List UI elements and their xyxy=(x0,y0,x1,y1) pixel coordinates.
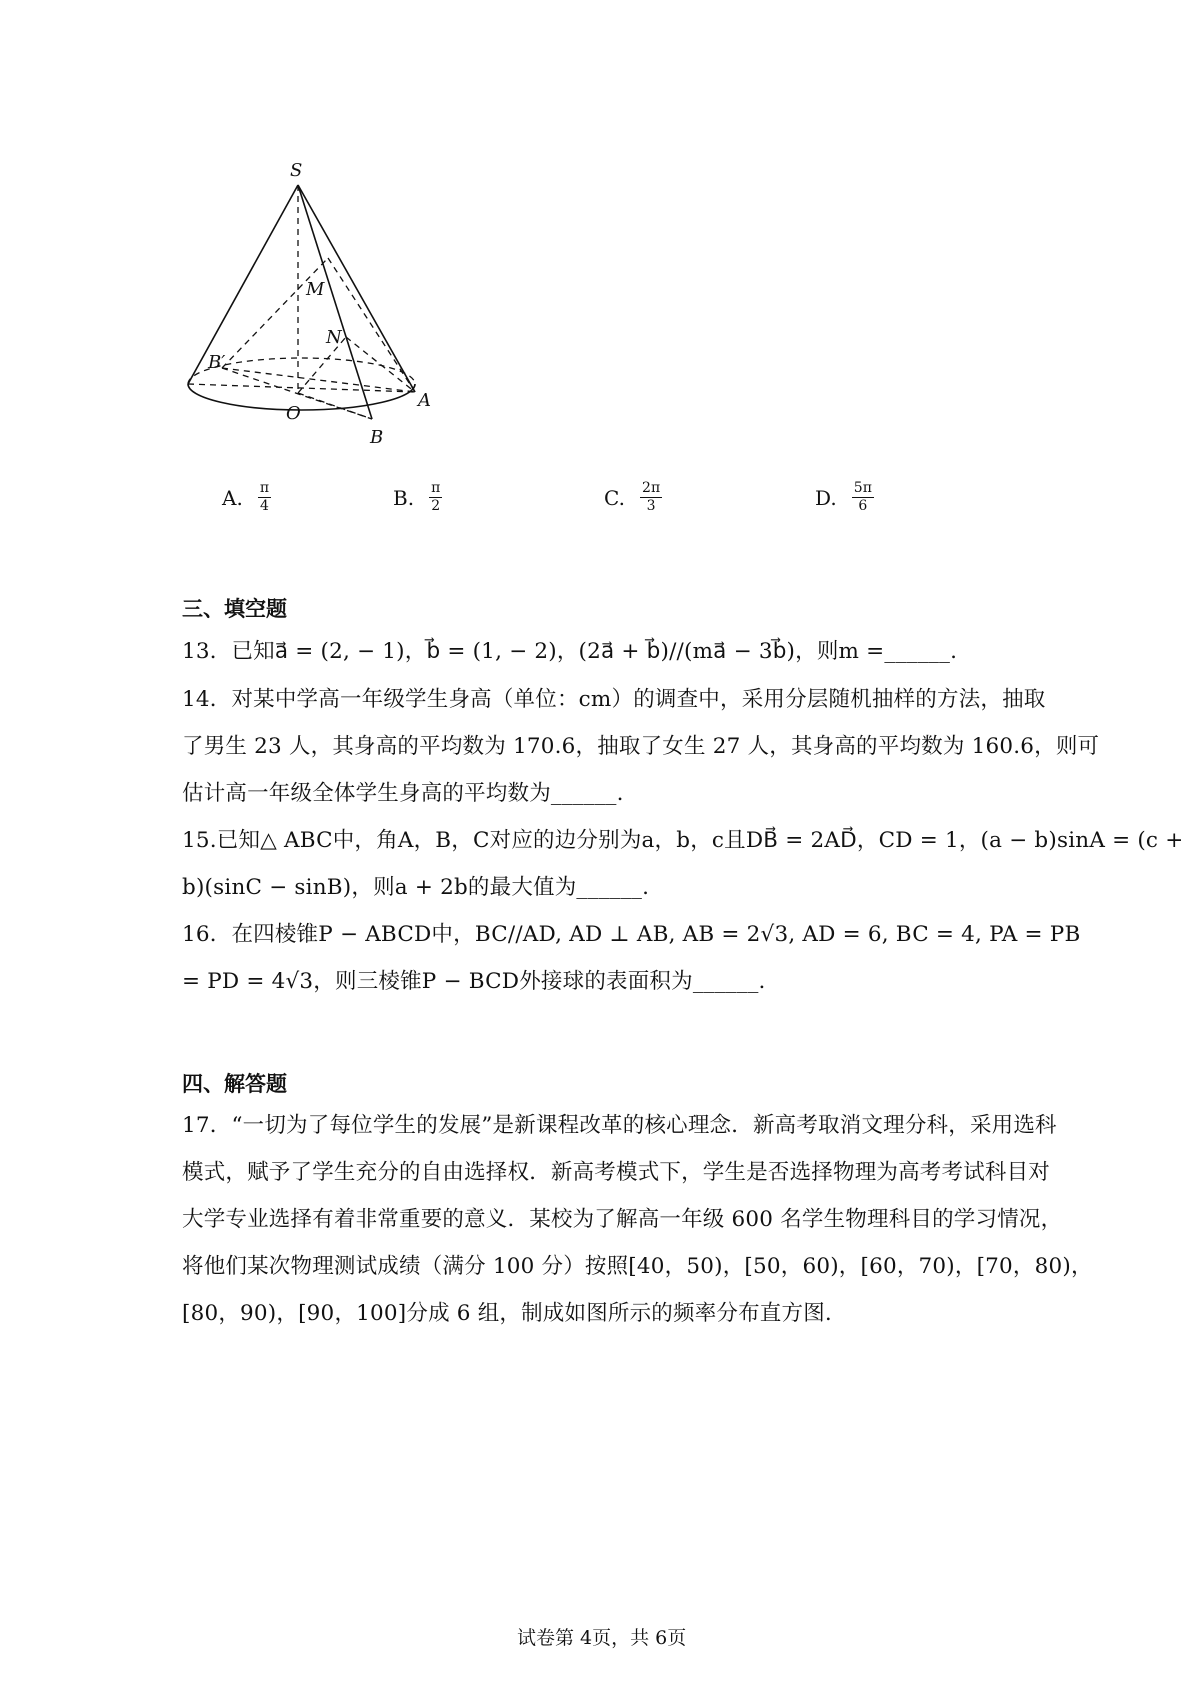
option-c[interactable] xyxy=(604,480,662,515)
option-b[interactable] xyxy=(393,480,442,515)
q13-text: 13．已知a⃗ = (2, − 1)，b⃗ = (1, − 2)，(2a⃗ + b⃗)//(ma⃗ − 3b⃗)，则m =______. xyxy=(182,639,958,664)
option-d-letter: D. xyxy=(815,485,837,510)
page-footer: 试卷第 4页，共 6页 xyxy=(517,1627,687,1649)
label-A: A xyxy=(418,390,431,411)
q14-line2: 了男生 23 人，其身高的平均数为 170.6，抽取了女生 27 人，其身高的平均数为 160.6，则可 xyxy=(182,734,1100,759)
q14-line3: 估计高一年级全体学生身高的平均数为______. xyxy=(182,781,624,806)
q17-line2: 模式，赋予了学生充分的自由选择权．新高考模式下，学生是否选择物理为高考考试科目对 xyxy=(182,1160,1051,1185)
label-B-prime: B′ xyxy=(208,352,226,373)
option-d-fraction: $\frac{5\pi}{6}$ xyxy=(853,480,872,514)
q16-line1: 16．在四棱锥P − ABCD中，BC//AD, AD ⊥ AB, AB = 2√3, AD = 6, BC = 4, PA = PB xyxy=(182,922,1081,947)
option-a-letter: A. xyxy=(222,485,243,510)
option-c-letter: C. xyxy=(604,485,625,510)
option-a[interactable] xyxy=(222,480,271,515)
q17-line3: 大学专业选择有着非常重要的意义．某校为了解高一年级 600 名学生物理科目的学习情况， xyxy=(182,1207,1063,1232)
label-S: S xyxy=(290,160,303,181)
q15-line2: b)(sinC − sinB)，则a + 2b的最大值为______. xyxy=(182,875,650,900)
cone-figure xyxy=(170,145,431,448)
q17-line4: 将他们某次物理测试成绩（满分 100 分）按照[40，50)，[50，60)，[60，70)，[70，80)， xyxy=(182,1254,1093,1279)
option-a-fraction: $\frac{\pi}{4}$ xyxy=(259,480,270,514)
option-b-letter: B. xyxy=(393,485,415,510)
option-c-fraction: $\frac{2\pi}{3}$ xyxy=(642,480,661,514)
q16-line2: = PD = 4√3，则三棱锥P − BCD外接球的表面积为______. xyxy=(182,969,766,994)
label-B: B xyxy=(370,427,384,448)
q14-line1: 14．对某中学高一年级学生身高（单位：cm）的调查中，采用分层随机抽样的方法，抽取 xyxy=(182,687,1046,712)
q15-line1: 15.已知△ ABC中，角A，B，C对应的边分别为a，b，c且DB⃗ = 2AD⃗，CD = 1，(a − b)sinA = (c + xyxy=(182,828,1184,853)
q17-line5: [80，90)，[90，100]分成 6 组，制成如图所示的频率分布直方图. xyxy=(182,1301,832,1326)
option-d[interactable] xyxy=(815,480,874,515)
section3-heading: 三、填空题 xyxy=(182,596,287,621)
label-M: M xyxy=(306,279,325,300)
q17-line1: 17．“一切为了每位学生的发展”是新课程改革的核心理念．新高考取消文理分科，采用选科 xyxy=(182,1113,1057,1138)
section4-heading: 四、解答题 xyxy=(182,1071,287,1096)
option-b-fraction: $\frac{\pi}{2}$ xyxy=(431,480,441,514)
label-O: O xyxy=(286,403,301,424)
label-N: N xyxy=(326,327,342,348)
